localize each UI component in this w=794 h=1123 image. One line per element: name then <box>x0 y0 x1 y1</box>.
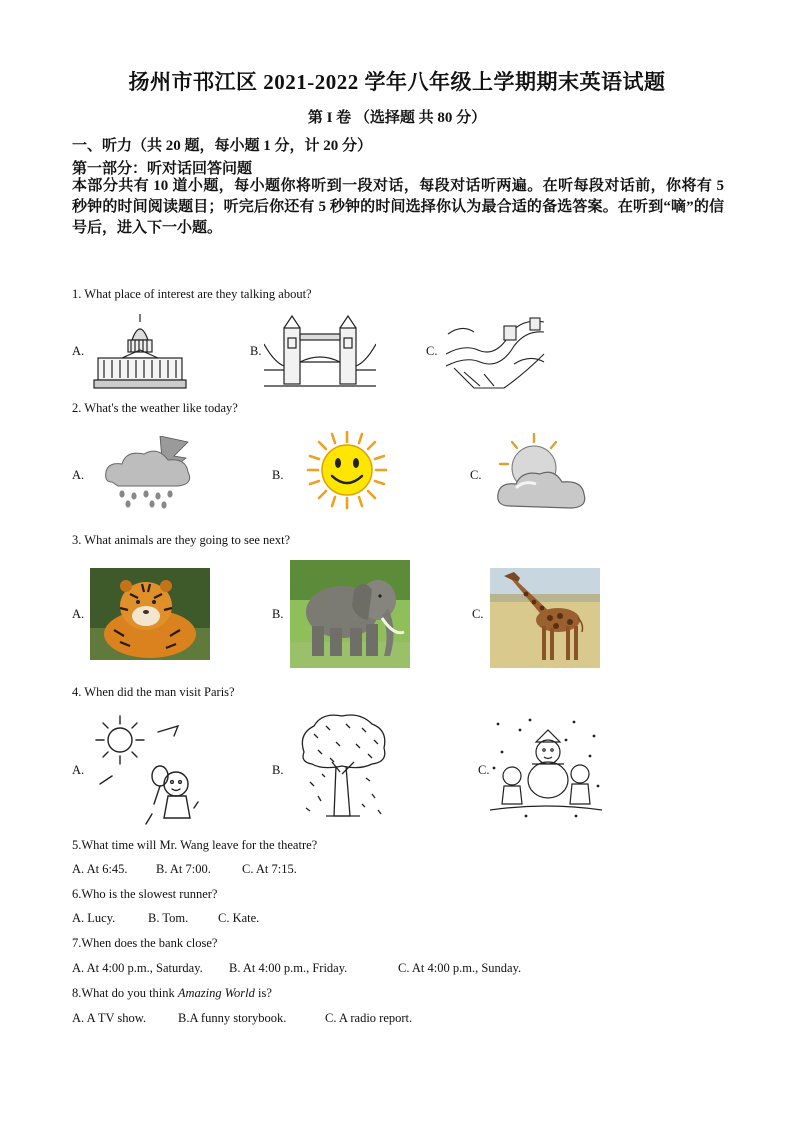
question-2-option-c: C. <box>470 468 482 482</box>
question-5-answer-c: C. At 7:15. <box>242 862 297 876</box>
elephant-photo <box>290 560 410 668</box>
question-5-prompt: 5.What time will Mr. Wang leave for the theatre? <box>72 838 318 852</box>
question-6-answer-c: C. Kate. <box>218 911 260 925</box>
question-6-prompt: 6.Who is the slowest runner? <box>72 887 218 901</box>
question-1-prompt: 1. What place of interest are they talking about? <box>72 287 312 301</box>
question-7-answer-b: B. At 4:00 p.m., Friday. <box>229 961 348 975</box>
question-6-answer-a: A. Lucy. <box>72 911 116 925</box>
question-5-answer-b: B. At 7:00. <box>156 862 211 876</box>
question-8-prompt-title: Amazing World <box>177 986 255 1000</box>
question-4-option-c: C. <box>478 763 490 777</box>
question-8-prompt-start: 8.What do you think <box>72 986 178 1000</box>
question-7-answer-c: C. At 4:00 p.m., Sunday. <box>398 961 522 975</box>
giraffe-photo <box>490 568 600 668</box>
cloudy-sun-icon <box>494 432 588 516</box>
summer-sun-drawing <box>94 714 200 826</box>
question-1-option-a: A. <box>72 344 85 358</box>
question-3-option-c: C. <box>472 607 484 621</box>
question-3-prompt: 3. What animals are they going to see next? <box>72 533 291 547</box>
winter-snowman-drawing <box>490 716 602 820</box>
part-heading: 第一部分：听对话回答问题 <box>72 161 253 177</box>
question-3-option-a: A. <box>72 607 85 621</box>
question-4-option-b: B. <box>272 763 284 777</box>
tiger-photo <box>90 568 210 660</box>
great-wall-icon <box>444 314 546 390</box>
question-3-option-b: B. <box>272 607 284 621</box>
question-2-option-b: B. <box>272 468 284 482</box>
question-2-option-a: A. <box>72 468 85 482</box>
question-8-prompt-end: is? <box>254 986 272 1000</box>
capitol-building-icon <box>92 312 188 390</box>
question-1-option-b: B. <box>250 344 262 358</box>
page-title: 扬州市邗江区 2021-2022 学年八年级上学期期末英语试题 <box>128 70 666 94</box>
question-2-prompt: 2. What's the weather like today? <box>72 401 238 415</box>
question-8-answer-a: A. A TV show. <box>72 1011 147 1025</box>
question-8-prompt <box>72 986 272 1001</box>
question-6-answer-b: B. Tom. <box>148 911 189 925</box>
question-7-answer-a: A. At 4:00 p.m., Saturday. <box>72 961 203 975</box>
question-7-prompt: 7.When does the bank close? <box>72 936 218 950</box>
autumn-tree-drawing <box>296 712 390 828</box>
question-1-option-c: C. <box>426 344 438 358</box>
page-subtitle: 第 I 卷 （选择题 共 80 分） <box>307 110 487 126</box>
question-8-answer-c: C. A radio report. <box>325 1011 413 1025</box>
question-4-option-a: A. <box>72 763 85 777</box>
tower-bridge-icon <box>264 314 376 390</box>
sun-icon <box>300 430 394 510</box>
section-heading: 一、听力（共 20 题，每小题 1 分，计 20 分） <box>72 138 373 154</box>
section-intro: 本部分共有 10 道小题，每小题你将听到一段对话，每段对话听两遍。在听每段对话前，你将有 5 秒钟的时间阅读题目；听完后你还有 5 秒钟的时间选择你认为最合适的备选答案。在听到“嘀”的信号后，进入下一小题。 <box>72 178 724 236</box>
question-8-answer-b: B.A funny storybook. <box>178 1011 287 1025</box>
question-5-answer-a: A. At 6:45. <box>72 862 128 876</box>
question-4-prompt: 4. When did the man visit Paris? <box>72 685 235 699</box>
storm-cloud-icon <box>102 436 198 510</box>
